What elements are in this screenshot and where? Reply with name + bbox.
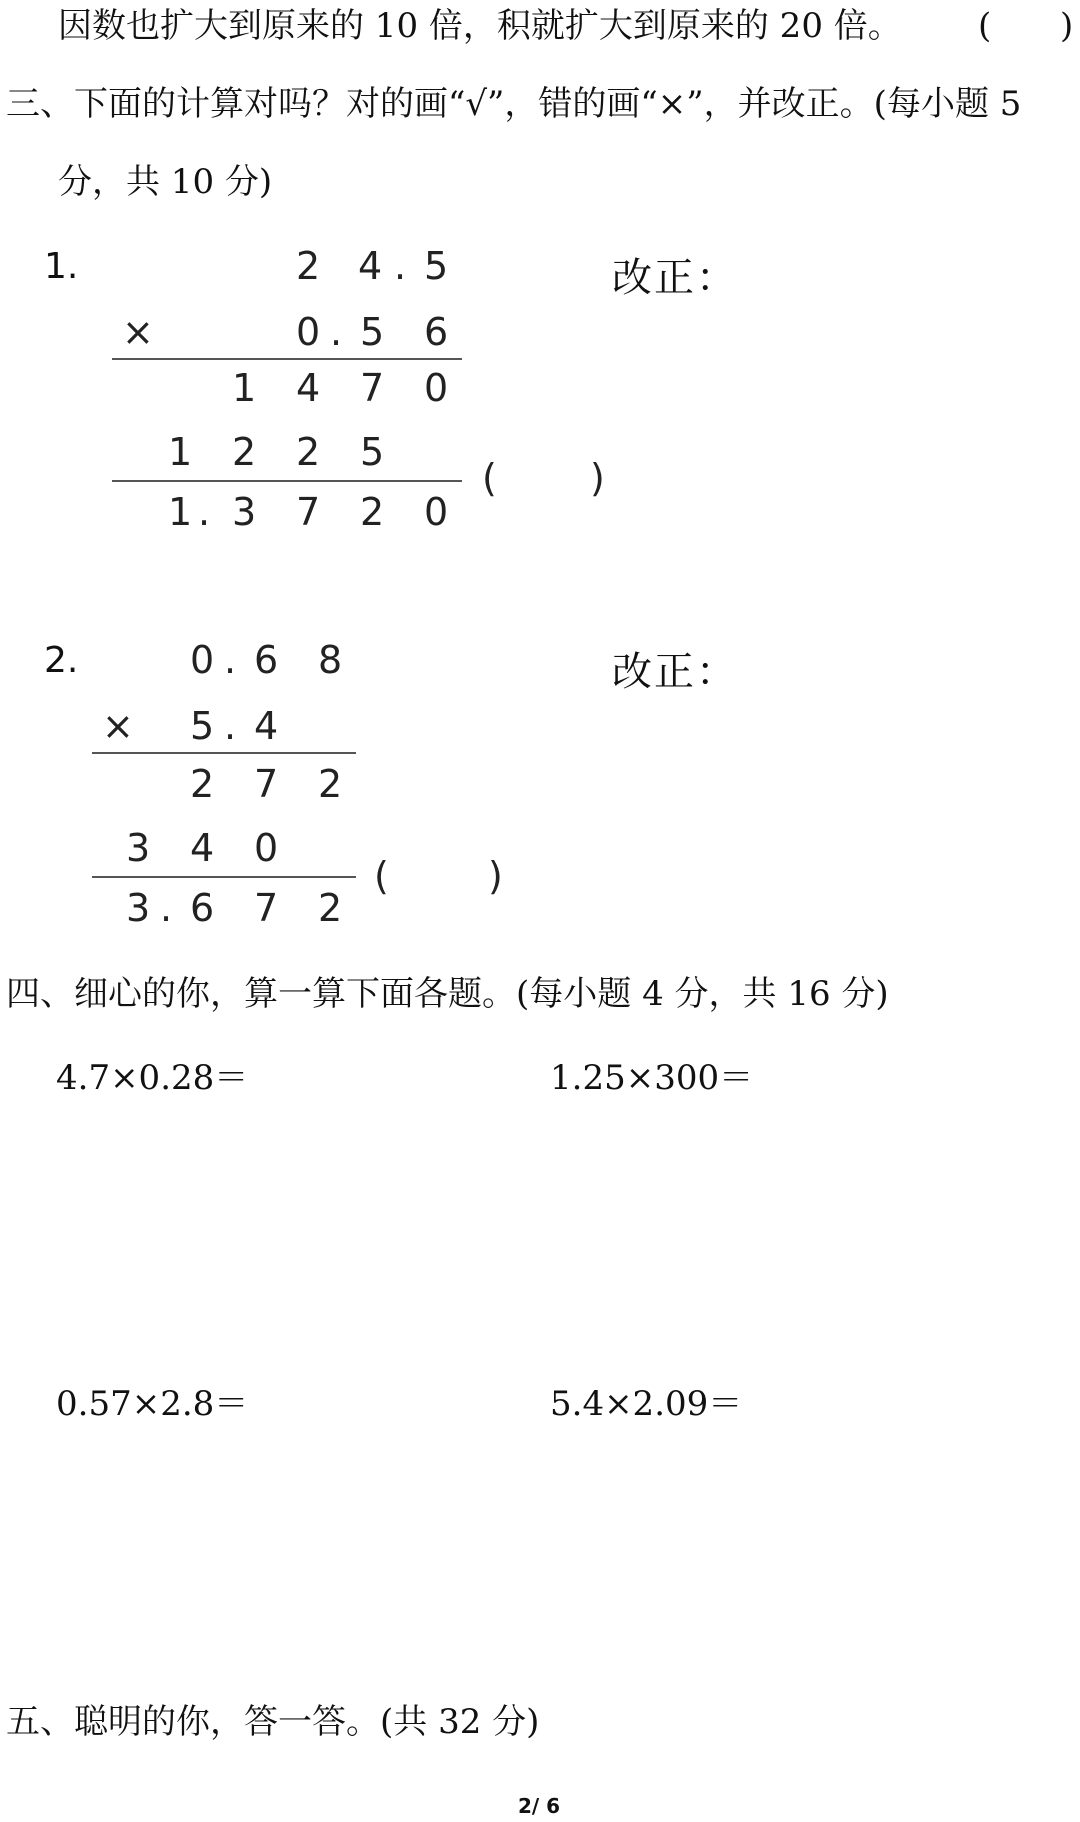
digit: 2 [360, 490, 385, 534]
calc-item-2: 1.25×300＝ [550, 1058, 754, 1098]
digit: 7 [296, 490, 321, 534]
problem-1-fix-label: 改正： [612, 255, 738, 301]
digit: 1 [168, 490, 193, 534]
multiply-sign: × [102, 704, 134, 748]
digit: 1 [168, 430, 193, 474]
digit: 2 [296, 430, 321, 474]
section-3-heading: 三、下面的计算对吗？对的画“√”，错的画“×”，并改正。(每小题 5 [6, 84, 1022, 124]
decimal-point: . [160, 886, 173, 930]
digit: 6 [424, 310, 449, 354]
section-4-heading: 四、细心的你，算一算下面各题。(每小题 4 分，共 16 分) [6, 974, 889, 1014]
answer-paren-close: ) [488, 854, 503, 898]
digit: 5 [424, 244, 449, 288]
page-number: 2/ 6 [518, 1794, 561, 1818]
result-line [112, 358, 462, 360]
digit: 1 [232, 366, 257, 410]
digit: 0 [190, 638, 215, 682]
digit: 5 [360, 430, 385, 474]
digit: 0 [424, 490, 449, 534]
answer-paren-open: ( [374, 854, 389, 898]
section-5-heading: 五、聪明的你，答一答。(共 32 分) [6, 1702, 540, 1742]
digit: 3 [126, 826, 151, 870]
result-line [92, 752, 356, 754]
decimal-point: . [394, 244, 407, 288]
digit: 2 [318, 762, 343, 806]
decimal-point: . [198, 490, 211, 534]
calc-item-4: 5.4×2.09＝ [550, 1384, 743, 1424]
digit: 6 [254, 638, 279, 682]
answer-paren-close: ) [590, 456, 605, 500]
decimal-point: . [224, 638, 237, 682]
digit: 4 [296, 366, 321, 410]
section-3-heading-cont: 分，共 10 分) [58, 162, 273, 202]
multiply-sign: × [122, 310, 154, 354]
digit: 4 [254, 704, 279, 748]
digit: 7 [254, 762, 279, 806]
digit: 0 [254, 826, 279, 870]
answer-paren-close: ) [1060, 6, 1074, 46]
decimal-point: . [224, 704, 237, 748]
problem-2-fix-label: 改正： [612, 649, 738, 695]
calc-item-1: 4.7×0.28＝ [56, 1058, 249, 1098]
answer-paren-open: ( [482, 456, 497, 500]
digit: 3 [126, 886, 151, 930]
digit: 7 [254, 886, 279, 930]
digit: 2 [318, 886, 343, 930]
digit: 0 [296, 310, 321, 354]
digit: 5 [190, 704, 215, 748]
digit: 2 [296, 244, 321, 288]
digit: 8 [318, 638, 343, 682]
question-text: 因数也扩大到原来的 10 倍，积就扩大到原来的 20 倍。 [58, 6, 902, 46]
answer-paren-open: ( [978, 6, 992, 46]
digit: 6 [190, 886, 215, 930]
result-line [112, 480, 462, 482]
result-line [92, 876, 356, 878]
digit: 0 [424, 366, 449, 410]
calc-item-3: 0.57×2.8＝ [56, 1384, 249, 1424]
digit: 3 [232, 490, 257, 534]
digit: 4 [358, 244, 383, 288]
digit: 4 [190, 826, 215, 870]
decimal-point: . [330, 310, 343, 354]
digit: 2 [232, 430, 257, 474]
problem-1-label: 1. [44, 246, 79, 287]
problem-2-label: 2. [44, 640, 79, 681]
digit: 2 [190, 762, 215, 806]
digit: 5 [360, 310, 385, 354]
digit: 7 [360, 366, 385, 410]
